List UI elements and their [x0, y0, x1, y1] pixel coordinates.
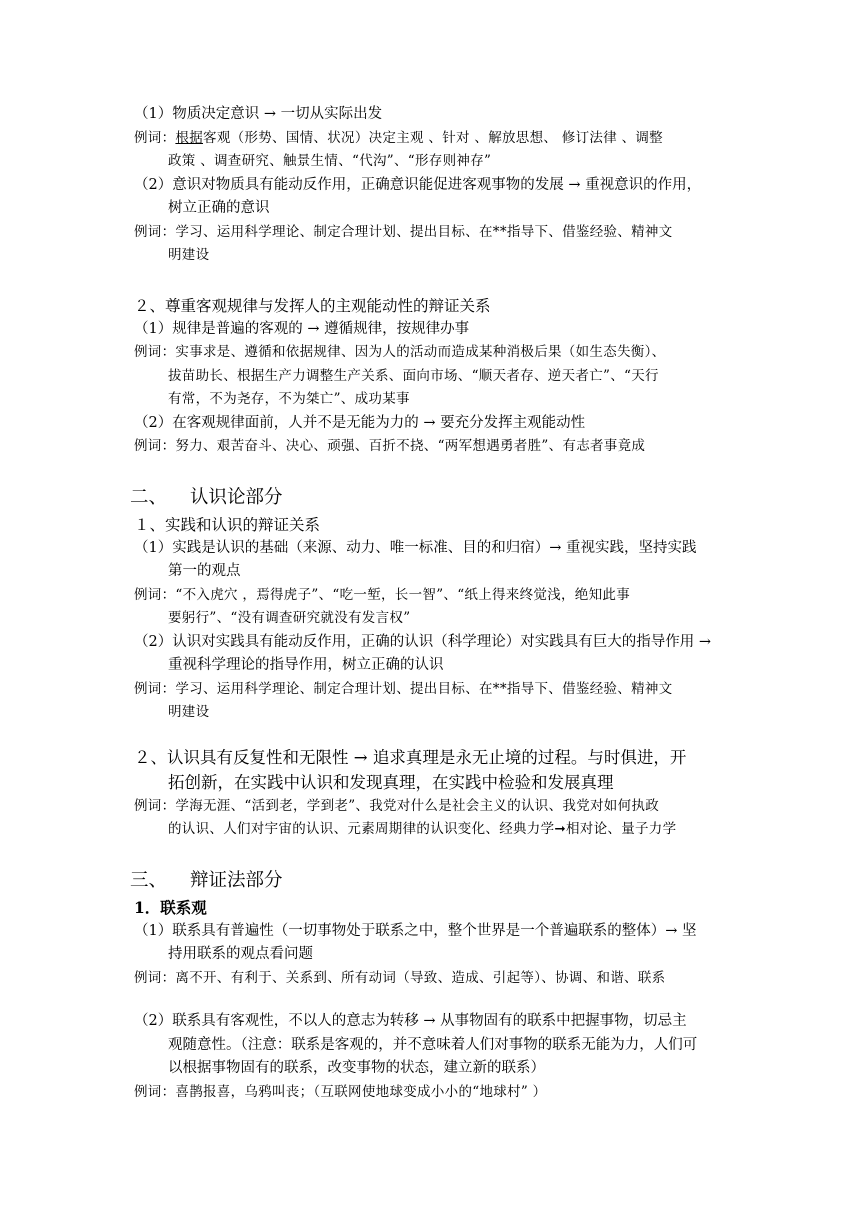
point-practice-basis — [134, 537, 734, 584]
example-words-6 — [134, 678, 734, 725]
text-line — [134, 130, 663, 146]
text-line: 例词：学习、运用科学理论、制定合理计划、提出目标、在**指导下、借鉴经验、精神文 — [134, 223, 673, 240]
text-line: 例词：学习、运用科学理论、制定合理计划、提出目标、在**指导下、借鉴经验、精神文 — [134, 680, 673, 697]
text-line: （2）联系具有客观性，不以人的意志为转移 → 从事物固有的联系中把握事物，切忌主 — [134, 1013, 687, 1029]
text-line: 例词：喜鹊报喜，乌鸦叫丧；（互联网使地球变成小小的“地球村” ） — [134, 1083, 547, 1100]
spacer — [134, 268, 734, 294]
text-line: 例词：实事求是、遵循和依据规律、因为人的活动而造成某种消极后果（如生态失衡）、 — [134, 344, 666, 360]
text-line: 树立正确的意识 — [168, 200, 270, 216]
example-words-4 — [134, 435, 734, 459]
text-line: （1）规律是普遍的客观的 → 遵循规律，按规律办事 — [134, 320, 470, 337]
example-words-7 — [134, 795, 734, 842]
example-text: 客观（形势、国情、状况）决定主观 、针对 、解放思想、 修订法律 、调整 — [203, 129, 663, 146]
text-line: 拓创新，在实践中认识和发现真理，在实践中检验和发展真理 — [168, 772, 614, 792]
part-number: 三、 — [130, 869, 168, 891]
text-line: 观随意性。（注意：联系是客观的，并不意味着人们对事物的联系无能为力，人们可 — [168, 1036, 698, 1053]
underlined-word: 根据 — [175, 129, 204, 146]
part-heading-dialectics — [130, 866, 730, 896]
text-line: （1）联系具有普遍性（一切事物处于联系之中，整个世界是一个普遍联系的整体）→ 坚 — [134, 922, 697, 939]
text-line: 持用联系的观点看问题 — [168, 946, 313, 962]
text-line: 政策 、调查研究、触景生情、“代沟”、“形存则神存” — [168, 153, 492, 169]
part-number: 二、 — [130, 486, 168, 508]
text-line: （2）在客观规律面前，人并不是无能为力的 → 要充分发挥主观能动性 — [134, 414, 586, 431]
point-cognition-reacts — [134, 631, 734, 678]
spacer — [134, 842, 734, 866]
point-laws-objective — [134, 318, 734, 342]
point-connection-objective — [134, 1010, 734, 1081]
example-words-2 — [134, 221, 734, 268]
part-heading-epistemology — [130, 483, 730, 513]
text-line: 拔苗助长、根据生产力调整生产关系、面向市场、“顺天者存、逆天者亡”、“天行 — [168, 367, 659, 384]
text-line: 例词：离不开、有利于、关系到、所有动词（导致、造成、引起等）、协调、和谐、联系 — [134, 969, 666, 986]
spacer — [134, 459, 734, 483]
section-heading-repetitive-infinite — [134, 745, 734, 795]
point-connection-universal — [134, 920, 734, 967]
example-words-3 — [134, 341, 734, 412]
text-line: 有常，不为尧存，不为桀亡”、成功某事 — [168, 391, 410, 407]
text-line: 例词：学海无涯、“活到老，学到老”、我党对什么是社会主义的认识、我党对如何执政 — [134, 797, 660, 814]
spacer — [134, 990, 734, 1010]
example-prefix: 例词： — [134, 129, 176, 146]
text-line: 明建设 — [168, 247, 210, 263]
example-words-1 — [134, 127, 734, 174]
section-heading-practice: １、实践和认识的辩证关系 — [134, 515, 321, 534]
section-heading-connection: 1．联系观 — [134, 897, 207, 917]
text-line: 第一的观点 — [168, 563, 241, 579]
section-heading-2: ２、尊重客观规律与发挥人的主观能动性的辩证关系 — [134, 296, 491, 315]
example-words-5 — [134, 584, 734, 631]
text-line: 以根据事物固有的联系，改变事物的状态，建立新的联系） — [168, 1060, 545, 1076]
text-line: 重视科学理论的指导作用，树立正确的认识 — [168, 657, 444, 673]
example-words-9 — [134, 1081, 734, 1105]
part-title: 认识论部分 — [190, 486, 283, 508]
text-line: （2）认识对实践具有能动反作用，正确的认识（科学理论）对实践具有巨大的指导作用 → — [134, 633, 711, 650]
text-line: 明建设 — [168, 704, 210, 720]
text-line: 例词：“不入虎穴 ，焉得虎子”、“吃一堑，长一智”、“纸上得来终觉浅，绝知此事 — [134, 586, 630, 603]
text-line: 要躬行”、“没有调查研究就没有发言权” — [168, 610, 411, 626]
document-content — [130, 103, 734, 1104]
part-title: 辩证法部分 — [190, 869, 283, 891]
point-not-powerless — [134, 412, 734, 436]
text-line: 的认识、人们对宇宙的认识、元素周期律的认识变化、经典力学➞相对论、量子力学 — [168, 821, 677, 837]
text-line: 例词：努力、艰苦奋斗、决心、顽强、百折不挠、“两军想遇勇者胜”、有志者事竟成 — [134, 438, 646, 454]
spacer — [134, 725, 734, 745]
point-matter-decides-consciousness — [134, 103, 734, 127]
point-consciousness-reacts — [134, 174, 734, 221]
text-line: ２、认识具有反复性和无限性 → 追求真理是永无止境的过程。与时俱进，开 — [134, 747, 687, 767]
text-line: （1）实践是认识的基础（来源、动力、唯一标准、目的和归宿）→ 重视实践，坚持实践 — [134, 539, 697, 556]
text-line: （2）意识对物质具有能动反作用，正确意识能促进客观事物的发展 → 重视意识的作用， — [134, 176, 702, 193]
text-line: （1）物质决定意识 → 一切从实际出发 — [134, 106, 383, 122]
example-words-8 — [134, 967, 734, 991]
